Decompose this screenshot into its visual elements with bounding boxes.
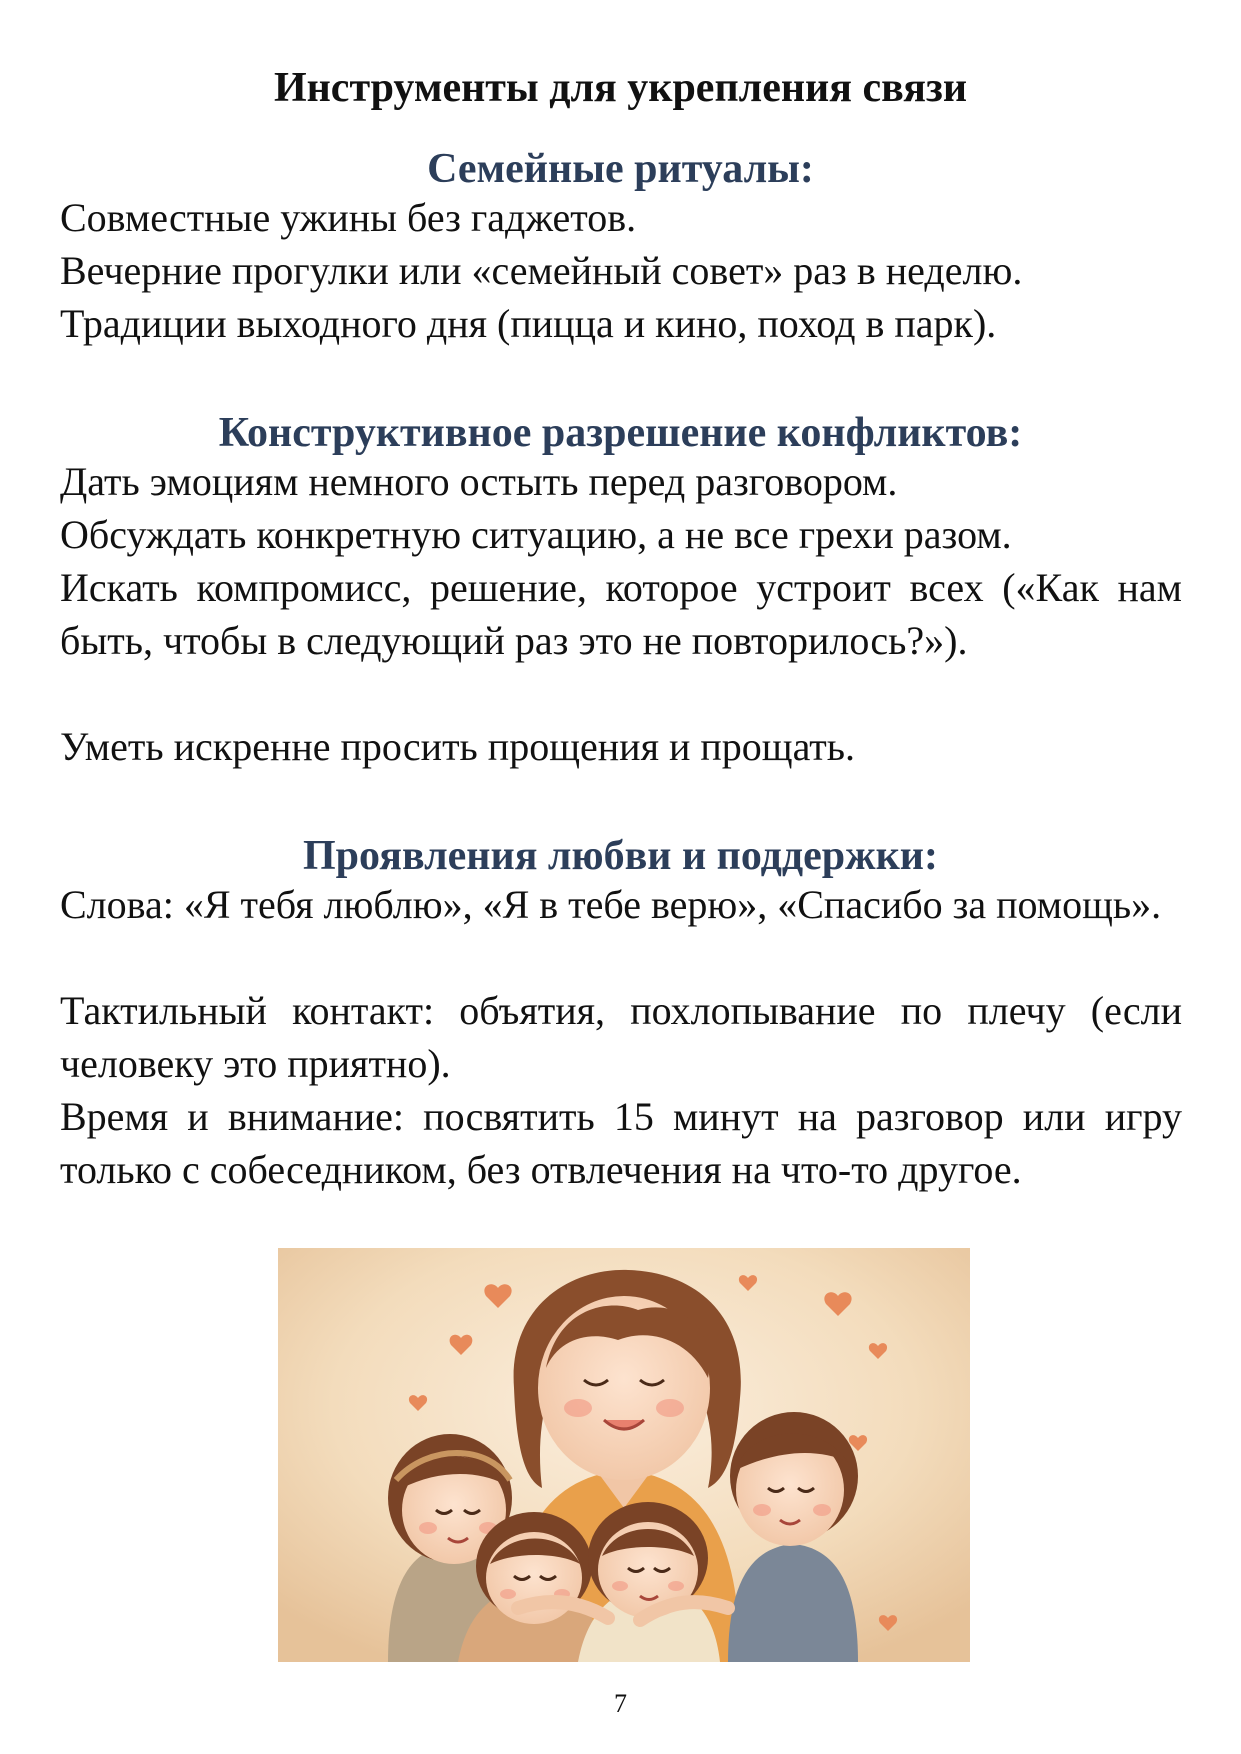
page-number: 7 [614, 1689, 627, 1718]
list-item: Слова: «Я тебя люблю», «Я в тебе верю», «Спасибо за помощь». [60, 882, 1162, 927]
list-item: Традиции выходного дня (пицца и кино, поход в парк). [60, 301, 997, 346]
list-item: Искать компромисс, решение, которое устроит всех («Как нам быть, чтобы в следующий раз это не повторилось?»). [60, 565, 1182, 663]
list-item: Дать эмоциям немного остыть перед разговором. [60, 459, 898, 504]
section-heading-family-rituals: Семейные ритуалы: [427, 146, 814, 192]
list-item: Время и внимание: посвятить 15 минут на разговор или игру только с собеседником, без отвлечения на что-то другое. [60, 1094, 1182, 1192]
list-item: Совместные ужины без гаджетов. [60, 195, 637, 240]
section-heading-love-support: Проявления любви и поддержки: [303, 833, 938, 879]
page-title: Инструменты для укрепления связи [273, 65, 968, 111]
list-item: Уметь искренне просить прощения и прощать. [60, 724, 856, 769]
list-item: Обсуждать конкретную ситуацию, а не все грехи разом. [60, 512, 1012, 557]
list-item: Тактильный контакт: объятия, похлопывание по плечу (если человеку это приятно). [60, 988, 1182, 1086]
list-item: Вечерние прогулки или «семейный совет» раз в неделю. [60, 248, 1023, 293]
section-heading-conflict-resolution: Конструктивное разрешение конфликтов: [218, 410, 1023, 456]
family-hug-illustration [278, 1248, 970, 1662]
